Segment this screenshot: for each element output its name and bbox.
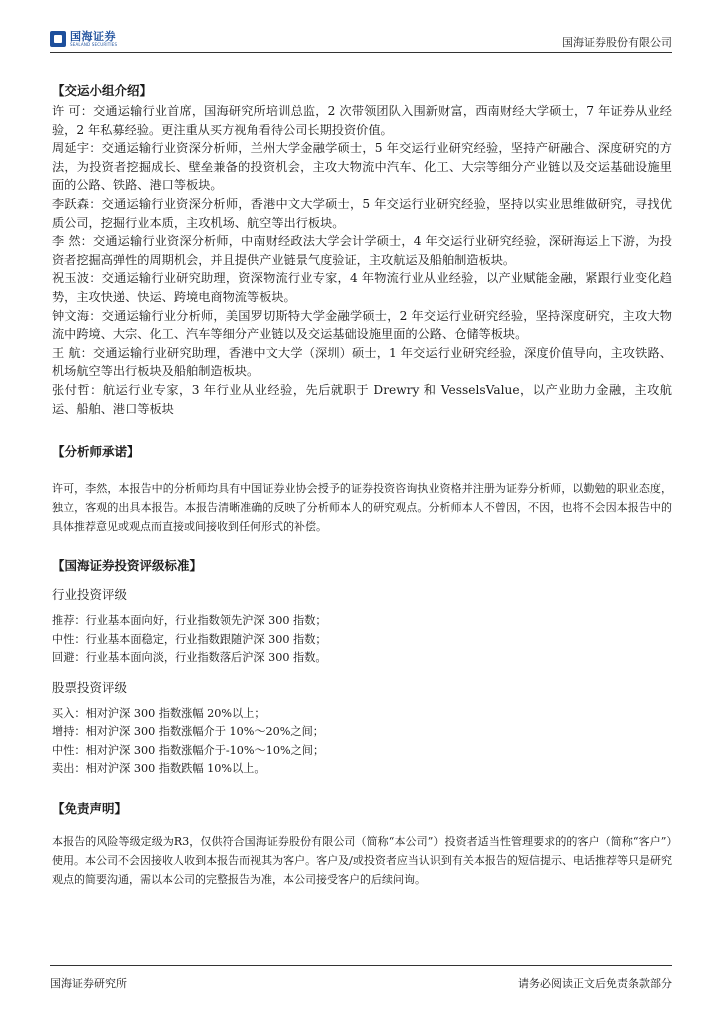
industry-rating-item: 回避：行业基本面向淡，行业指数落后沪深 300 指数。 bbox=[52, 651, 327, 665]
team-list bbox=[52, 102, 672, 418]
company-name: 国海证券股份有限公司 bbox=[562, 36, 672, 49]
logo-icon bbox=[50, 31, 66, 47]
team-member: 周延宇：交通运输行业资深分析师，兰州大学金融学硕士，5 年交运行业研究经验，坚持产研融合、深度研究的方法，为投资者挖掘成长、壁垒兼备的投资机会，主攻大物流中汽车、化工、大宗等细分产业链以及交运基础设施里面的公路、铁路、港口等板块。 bbox=[52, 141, 672, 193]
page-footer bbox=[50, 965, 672, 990]
industry-rating-item: 中性：行业基本面稳定，行业指数跟随沪深 300 指数； bbox=[52, 632, 327, 646]
logo-english-name: SEALAND SECURITIES bbox=[70, 42, 118, 47]
footer-institute: 国海证券研究所 bbox=[50, 977, 127, 990]
stock-rating-list bbox=[52, 705, 672, 779]
team-member: 钟文海：交通运输行业分析师，美国罗切斯特大学金融学硕士，2 年交运行业研究经验，坚持深度研究，主攻大物流中跨境、大宗、化工、汽车等细分产业链以及交运基础设施里面的公路、仓储等板块。 bbox=[52, 308, 672, 342]
team-member: 王 航：交通运输行业研究助理，香港中文大学（深圳）硕士，1 年交运行业研究经验，深度价值导向，主攻铁路、机场航空等出行板块及船舶制造板块。 bbox=[52, 345, 672, 379]
logo-name: 国海证券 bbox=[70, 30, 116, 43]
stock-rating-item: 中性：相对沪深 300 指数涨幅介于-10%～10%之间； bbox=[52, 743, 325, 757]
team-heading: 【交运小组介绍】 bbox=[52, 83, 153, 98]
disclaimer-text: 本报告的风险等级定级为R3，仅供符合国海证券股份有限公司（简称“本公司”）投资者适当性管理要求的的客户（简称“客户”）使用。本公司不会因接收人收到本报告而视其为客户。客户及/或投资者应当认识到有关本报告的短信提示、电话推荐等只是研究观点的简要沟通，需以本公司的完整报告为准，本公司接受客户的后续问询。 bbox=[52, 834, 672, 886]
team-member: 李跃森：交通运输行业资深分析师，香港中文大学硕士，5 年交运行业研究经验，坚持以实业思维做研究，寻找优质公司，挖掘行业本质，主攻机场、航空等出行板块。 bbox=[52, 196, 672, 230]
disclaimer-heading: 【免责声明】 bbox=[52, 800, 128, 816]
team-member: 祝玉波：交通运输行业研究助理，资深物流行业专家，4 年物流行业从业经验，以产业赋能金融，紧跟行业变化趋势，主攻快递、快运、跨境电商物流等板块。 bbox=[52, 271, 672, 304]
company-logo bbox=[50, 31, 117, 47]
team-member: 张付哲：航运行业专家，3 年行业从业经验，先后就职于 Drewry 和 VesselsValue，以产业助力金融，主攻航运、船舶、港口等板块 bbox=[52, 382, 672, 416]
team-member: 李 然：交通运输行业资深分析师，中南财经政法大学会计学硕士，4 年交运行业研究经验，深研海运上下游，为投资者挖掘高弹性的周期机会，并且提供产业链景气度验证，主攻航运及船舶制造板块。 bbox=[52, 234, 672, 267]
stock-rating-item: 卖出：相对沪深 300 指数跌幅 10%以上。 bbox=[52, 762, 266, 776]
team-member: 许 可：交通运输行业首席，国海研究所培训总监，2 次带领团队入围新财富，西南财经大学硕士，7 年证券从业经验，2 年私募经验。更注重从买方视角看待公司长期投资价值。 bbox=[52, 104, 672, 137]
stock-rating-title: 股票投资评级 bbox=[52, 679, 128, 695]
pledge-heading: 【分析师承诺】 bbox=[52, 444, 140, 460]
report-content bbox=[52, 83, 672, 889]
stock-rating-item: 增持：相对沪深 300 指数涨幅介于 10%～20%之间； bbox=[52, 725, 324, 739]
pledge-text: 许可，李然，本报告中的分析师均具有中国证券业协会授予的证券投资咨询执业资格并注册为证券分析师，以勤勉的职业态度，独立，客观的出具本报告。本报告清晰准确的反映了分析师本人的研究观点。分析师本人不曾因，不因，也将不会因本报告中的具体推荐意见或观点而直接或间接收到任何形式的补偿。 bbox=[52, 482, 672, 534]
rating-heading: 【国海证券投资评级标准】 bbox=[52, 558, 203, 574]
industry-rating-item: 推荐：行业基本面向好，行业指数领先沪深 300 指数； bbox=[52, 614, 327, 628]
page-header bbox=[50, 28, 672, 53]
industry-rating-title: 行业投资评级 bbox=[52, 587, 128, 603]
footer-notice: 请务必阅读正文后免责条款部分 bbox=[518, 977, 672, 990]
industry-rating-list bbox=[52, 612, 672, 668]
stock-rating-item: 买入：相对沪深 300 指数涨幅 20%以上； bbox=[52, 706, 266, 720]
